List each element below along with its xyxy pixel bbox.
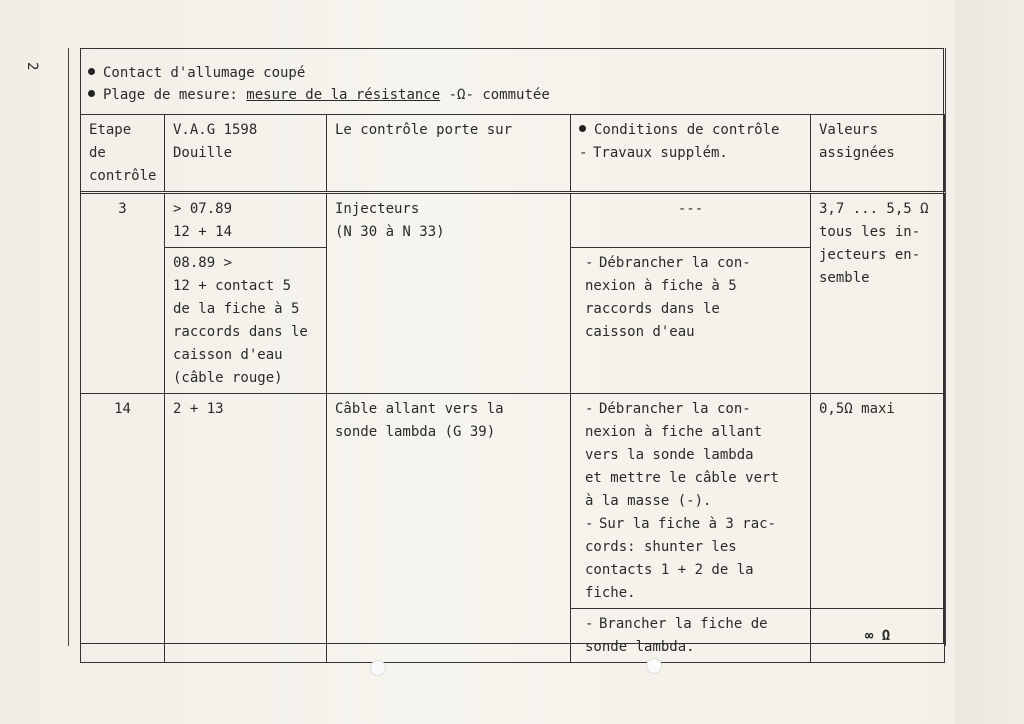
punch-hole: [646, 658, 662, 674]
dash-icon: -: [585, 516, 594, 532]
col-header-step: Etape de contrôle: [81, 115, 165, 193]
col-header-conditions: Conditions de contrôle - Travaux supplém.: [571, 115, 811, 193]
cell-socket-3b: 08.89 > 12 + contact 5 de la fiche à 5 raccords dans le caisson d'eau (câble rouge): [165, 248, 327, 394]
margin-line: [68, 48, 69, 646]
cell-step-3: 3: [81, 193, 165, 394]
cell-cond-14b: - Brancher la fiche de sonde lambda.: [571, 609, 811, 663]
header-range-suffix: -Ω- commutée: [448, 87, 550, 103]
cell-value-3: 3,7 ... 5,5 Ω tous les in- jecteurs en- semble: [811, 193, 945, 394]
col-header-socket: V.A.G 1598 Douille: [165, 115, 327, 193]
cell-cond-14a: - Débrancher la con- nexion à fiche allant vers la sonde lambda et mettre le câble vert à la masse (-). - Sur la fiche à 3 rac- cords: shunter les contacts 1 + 2 de la fiche.: [571, 394, 811, 609]
cell-value-14a: 0,5Ω maxi: [811, 394, 945, 609]
bullet-icon: [579, 125, 586, 132]
bullet-icon: [88, 90, 95, 97]
cell-socket-14: 2 + 13: [165, 394, 327, 663]
page-bleed: [955, 0, 1024, 724]
bullet-icon: [88, 68, 95, 75]
cell-cond-3a: ---: [571, 193, 811, 248]
dash-icon: -: [585, 255, 594, 271]
col-header-values: Valeurs assignées: [811, 115, 945, 193]
punch-hole: [370, 660, 386, 676]
header-range-label: Plage de mesure:: [103, 87, 238, 103]
dash-icon: -: [579, 145, 588, 161]
header-line-2: [88, 84, 550, 106]
cell-check-3: Injecteurs (N 30 à N 33): [327, 193, 571, 394]
right-rule: [945, 48, 946, 646]
dash-icon: -: [585, 401, 594, 417]
page-number: 2: [24, 62, 40, 71]
dash-icon: -: [585, 616, 594, 632]
cell-step-14: 14: [81, 394, 165, 663]
header-line-1: [88, 62, 550, 84]
header-ignition: Contact d'allumage coupé: [103, 65, 306, 81]
header-range-underlined: mesure de la résistance: [246, 87, 441, 103]
cell-socket-3a: > 07.89 12 + 14: [165, 193, 327, 248]
cell-check-14: Câble allant vers la sonde lambda (G 39): [327, 394, 571, 663]
header-block: [88, 62, 550, 106]
test-table: [80, 114, 945, 663]
col-header-check: Le contrôle porte sur: [327, 115, 571, 193]
cell-cond-3b: - Débrancher la con- nexion à fiche à 5 raccords dans le caisson d'eau: [571, 248, 811, 394]
cell-value-14b: ∞ Ω: [811, 609, 945, 663]
